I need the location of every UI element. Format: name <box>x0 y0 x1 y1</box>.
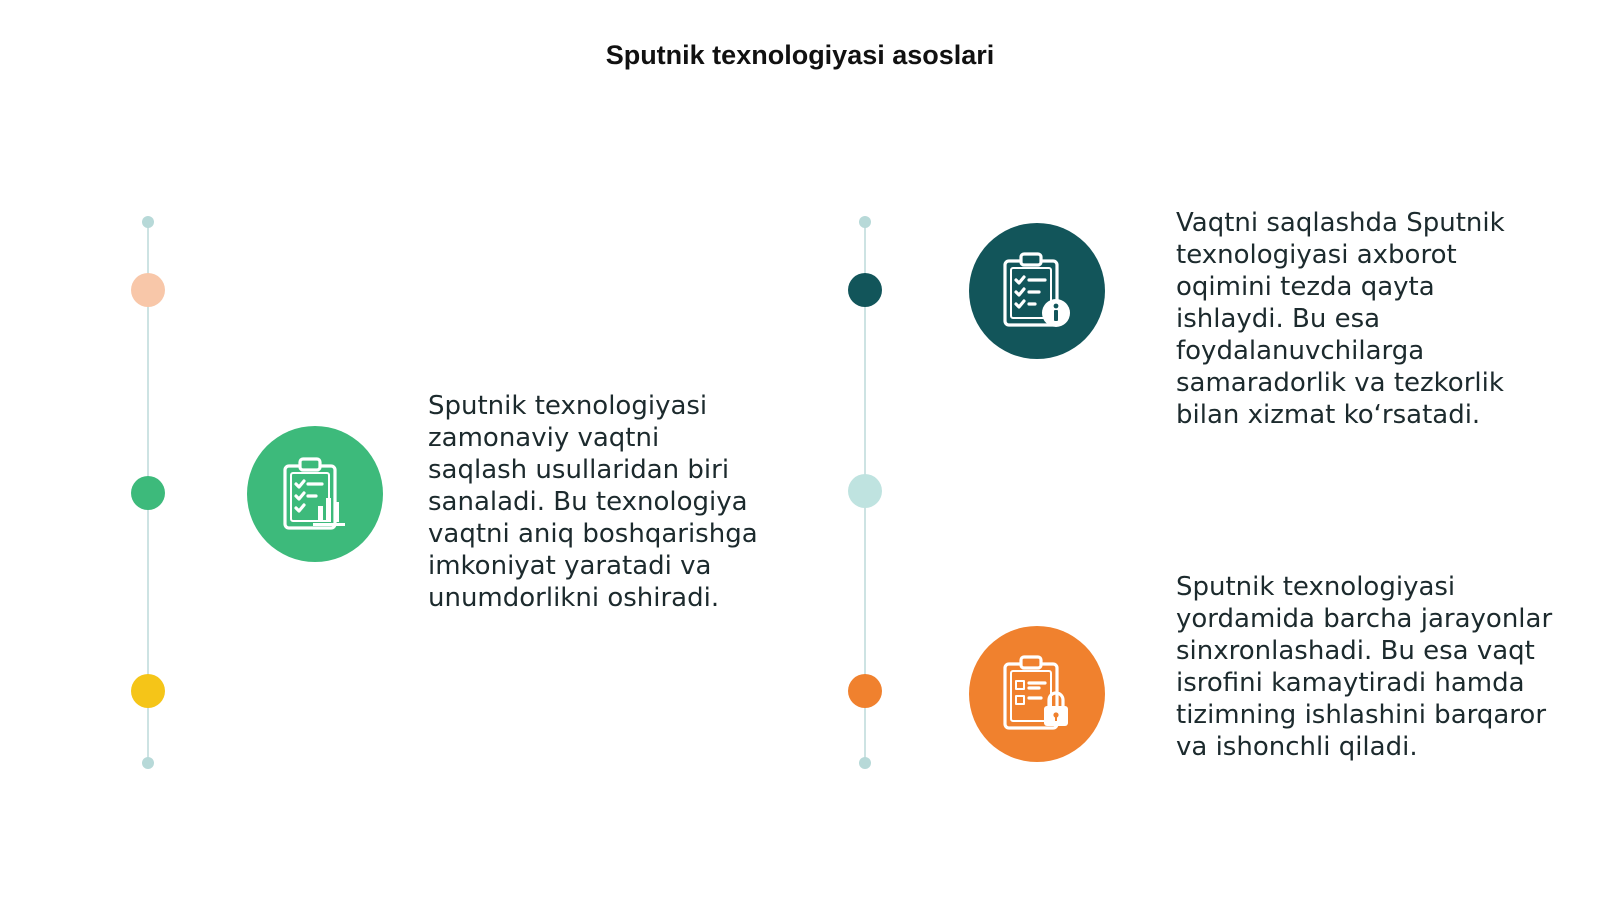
timeline-right-start-dot <box>859 216 871 228</box>
timeline-right-node-1 <box>848 273 882 307</box>
timeline-left-node-3 <box>131 674 165 708</box>
clipboard-chart-icon <box>247 426 383 562</box>
timeline-right-node-3 <box>848 674 882 708</box>
clipboard-info-icon <box>969 223 1105 359</box>
timeline-left-node-1 <box>131 273 165 307</box>
clipboard-lock-icon <box>969 626 1105 762</box>
timeline-left-start-dot <box>142 216 154 228</box>
timeline-right-end-dot <box>859 757 871 769</box>
item-1-text: Sputnik texnologiyasi zamonaviy vaqtni saqlash usullaridan biri sanaladi. Bu texnologiya vaqtni aniq boshqarishga imkoniyat yaratadi va unumdorlikni oshiradi. <box>428 391 758 613</box>
page-title: Sputnik texnologiyasi asoslari <box>605 40 995 70</box>
timeline-left-node-2 <box>131 476 165 510</box>
timeline-left-end-dot <box>142 757 154 769</box>
timeline-right-node-2 <box>848 474 882 508</box>
item-3-text: Sputnik texnologiyasi yordamida barcha jarayonlar sinxronlashadi. Bu esa vaqt isrofini kamaytiradi hamda tizimning ishlashini barqaror va ishonchli qiladi. <box>1176 572 1553 762</box>
item-2-text: Vaqtni saqlashda Sputnik texnologiyasi axborot oqimini tezda qayta ishlaydi. Bu esa foydalanuvchilarga samaradorlik va tezkorlik bilan xizmat ko‘rsatadi. <box>1176 208 1505 430</box>
